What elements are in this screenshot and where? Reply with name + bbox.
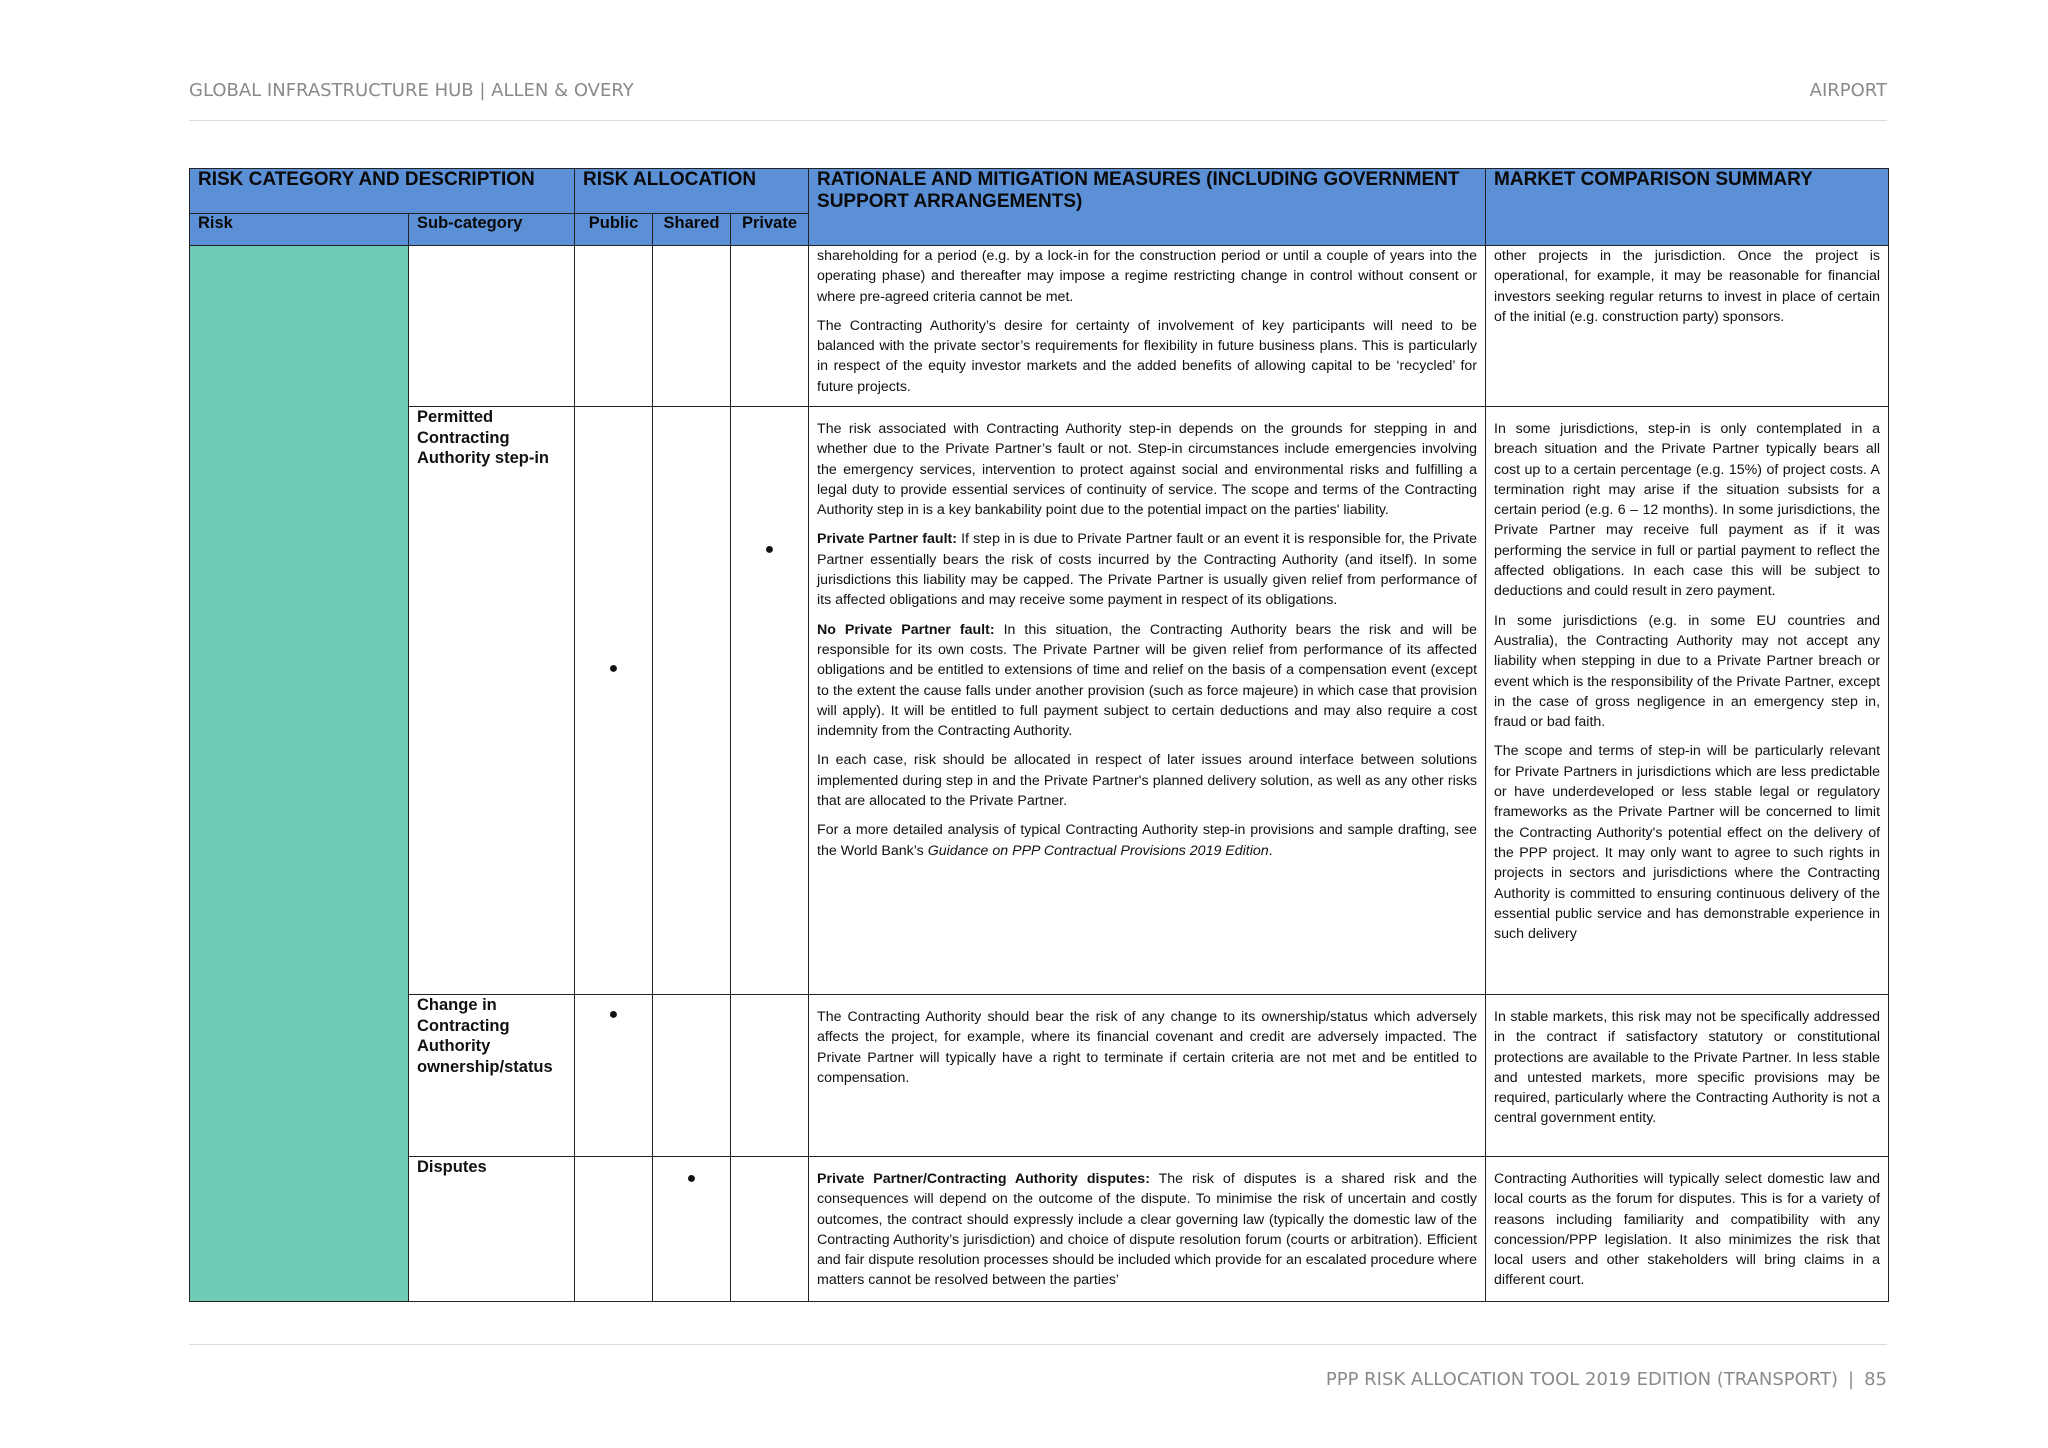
page-number: 85: [1864, 1369, 1887, 1390]
subcategory-cell: Permitted Contracting Authority step-in: [409, 407, 575, 995]
rationale-paragraph: The Contracting Authority should bear the risk of any change to its ownership/status which adversely affects the project, for example, where its financial covenant and credit are adversely impacted. The Private Partner will typically have a right to terminate if certain criteria are not met and be entitled to compensation.: [817, 1009, 1478, 1086]
rationale-paragraph: The Contracting Authority’s desire for certainty of involvement of key participants will need to be balanced with the private sector’s requirements for flexibility in future business plans. This is particularly in respect of the equity investor markets and the added benefits of allowing capital to be ‘recycled’ for future projects.: [817, 317, 1478, 395]
market-paragraph: The scope and terms of step-in will be particularly relevant for Private Partners in jurisdictions which are less predictable or have underdeveloped or less stable legal or regulatory frameworks as the Private Partner will be concerned to limit the Contracting Authority's potential effect on the delivery of the PPP project. It may only want to agree to such rights in projects in sectors and jurisdictions where the Contracting Authority is committed to ensuring continuous delivery of the essential public service and has demonstrable experience in such delivery: [1494, 743, 1881, 943]
shared-cell: [653, 407, 731, 995]
public-cell: [575, 1157, 653, 1302]
risk-allocation-table: [189, 168, 1889, 1302]
rationale-cell: [809, 995, 1486, 1157]
shared-cell: [653, 246, 731, 407]
shared-cell: [653, 1157, 731, 1302]
rationale-cell: [809, 1157, 1486, 1302]
subcategory-cell: Disputes: [409, 1157, 575, 1302]
rationale-paragraph: In each case, risk should be allocated in respect of later issues around interface between solutions implemented during step in and the Private Partner's planned delivery solution, as well as any other risks that are allocated to the Private Partner.: [817, 752, 1478, 810]
allocation-dot: ●: [608, 1006, 619, 1023]
header-shared: Shared: [653, 214, 731, 246]
market-paragraph: In stable markets, this risk may not be specifically addressed in the contract if satisfactory statutory or constitutional protections are available to the Private Partner. In less stable and untested markets, more specific provisions may be required, particularly where the Contracting Authority is not a central government entity.: [1494, 1009, 1881, 1127]
rationale-paragraph: shareholding for a period (e.g. by a lock-in for the construction period or until a couple of years into the operating phase) and thereafter may impose a regime restricting change in control without consent or where pre-agreed criteria cannot be met.: [817, 248, 1478, 305]
rationale-paragraph: For a more detailed analysis of typical Contracting Authority step-in provisions and sample drafting, see the World Bank’s Guidance on PPP Contractual Provisions 2019 Edition.: [817, 822, 1478, 859]
rationale-paragraph: No Private Partner fault: In this situation, the Contracting Authority bears the risk and will be responsible for its own costs. The Private Partner will be given relief from performance of its affected obligations and be entitled to extensions of time and relief on the basis of a compensation event (except to the extent the cause falls under another provision (such as force majeure) in which case that provision will apply). It will be entitled to full payment subject to certain deductions and may also require a cost indemnity from the Contracting Authority.: [817, 621, 1478, 740]
table-row: [190, 246, 1889, 407]
allocation-dot: ●: [686, 1170, 697, 1187]
rationale-cell: [809, 246, 1486, 407]
header-risk: Risk: [190, 214, 409, 246]
subcategory-cell: [409, 246, 575, 407]
header-section: AIRPORT: [1809, 80, 1887, 101]
rationale-bold-lead: Private Partner/Contracting Authority disputes:: [817, 1171, 1150, 1187]
table-row: [190, 407, 1889, 995]
header-rationale: RATIONALE AND MITIGATION MEASURES (INCLUDING GOVERNMENT SUPPORT ARRANGEMENTS): [809, 169, 1486, 246]
private-cell: [731, 246, 809, 407]
market-paragraph: Contracting Authorities will typically select domestic law and local courts as the forum for disputes. This is for a variety of reasons including familiarity and compatibility with any concession/PPP legislation. It also minimizes the risk that local users and other stakeholders will bring claims in a different court.: [1494, 1171, 1881, 1289]
page-footer: [189, 1344, 1887, 1390]
risk-category-cell: [190, 246, 409, 1302]
table-row: [190, 1157, 1889, 1302]
header-subcategory: Sub-category: [409, 214, 575, 246]
rationale-cell: [809, 407, 1486, 995]
market-cell: [1486, 1157, 1889, 1302]
header-risk-allocation: RISK ALLOCATION: [575, 169, 809, 214]
header-public: Public: [575, 214, 653, 246]
header-title: GLOBAL INFRASTRUCTURE HUB | ALLEN & OVERY: [189, 80, 634, 101]
footer-title: PPP RISK ALLOCATION TOOL 2019 EDITION (TRANSPORT): [1325, 1369, 1839, 1390]
public-cell: [575, 246, 653, 407]
allocation-dot: ●: [764, 541, 775, 558]
rationale-paragraph: The risk associated with Contracting Authority step-in depends on the grounds for stepping in and whether due to the Private Partner’s fault or not. Step-in circumstances include emergencies involving the emergency services, intervention to protect against social and environmental risks and fulfilling a legal duty to provide essential services of continuity of service. The scope and terms of the Contracting Authority step in is a key bankability point due to the potential impact on the parties' liability.: [817, 421, 1478, 519]
rationale-paragraph: Private Partner fault: If step in is due to Private Partner fault or an event it is responsible for, the Private Partner essentially bears the risk of costs incurred by the Contracting Authority (and itself). In some jurisdictions this liability may be capped. The Private Partner is usually given relief from performance of its affected obligations and may receive some payment in respect of its obligations.: [817, 531, 1478, 609]
market-cell: [1486, 246, 1889, 407]
rationale-bold-lead: Private Partner fault:: [817, 531, 957, 548]
subcategory-cell: Change in Contracting Authority ownership/status: [409, 995, 575, 1157]
rationale-paragraph: Private Partner/Contracting Authority disputes: The risk of disputes is a shared risk and the consequences will depend on the outcome of the dispute. To minimise the risk of uncertain and costly outcomes, the contract should expressly include a clear governing law (typically the domestic law of the Contracting Authority’s jurisdiction) and choice of dispute resolution forum (courts or arbitration). Efficient and fair dispute resolution processes should be included which provide for an escalated procedure where matters cannot be resolved between the parties’: [817, 1171, 1478, 1289]
market-paragraph: In some jurisdictions, step-in is only contemplated in a breach situation and the Private Partner typically bears all cost up to a certain percentage (e.g. 15%) of project costs. A termination right may arise if the situation subsists for a certain period (e.g. 6 – 12 months). In some jurisdictions, the Private Partner may receive full payment as if it was performing the service in full or partial payment to reflect the affected obligations. In each case this will be subject to deductions and could result in zero payment.: [1494, 421, 1881, 600]
header-private: Private: [731, 214, 809, 246]
private-cell: [731, 1157, 809, 1302]
allocation-dot: ●: [608, 660, 619, 677]
market-paragraph: In some jurisdictions (e.g. in some EU countries and Australia), the Contracting Authority may not accept any liability when stepping in due to a Private Partner breach or event which is the responsibility of the Private Partner, except in the case of gross negligence in an emergency step in, fraud or bad faith.: [1494, 612, 1881, 731]
public-cell: [575, 995, 653, 1157]
guidance-title: Guidance on PPP Contractual Provisions 2019 Edition: [927, 842, 1269, 859]
rationale-bold-lead: No Private Partner fault:: [817, 621, 995, 638]
market-cell: [1486, 407, 1889, 995]
public-cell: [575, 407, 653, 995]
shared-cell: [653, 995, 731, 1157]
market-paragraph: other projects in the jurisdiction. Once the project is operational, for example, it may be reasonable for financial investors seeking regular returns to invest in place of certain of the initial (e.g. construction party) sponsors.: [1494, 248, 1881, 325]
table-row: [190, 995, 1889, 1157]
market-cell: [1486, 995, 1889, 1157]
footer-text: [1326, 1369, 1887, 1390]
footer-separator: |: [1848, 1369, 1855, 1390]
header-market-comparison: MARKET COMPARISON SUMMARY: [1486, 169, 1889, 246]
header-risk-category: RISK CATEGORY AND DESCRIPTION: [190, 169, 575, 214]
private-cell: [731, 407, 809, 995]
private-cell: [731, 995, 809, 1157]
page-header: [189, 80, 1887, 121]
